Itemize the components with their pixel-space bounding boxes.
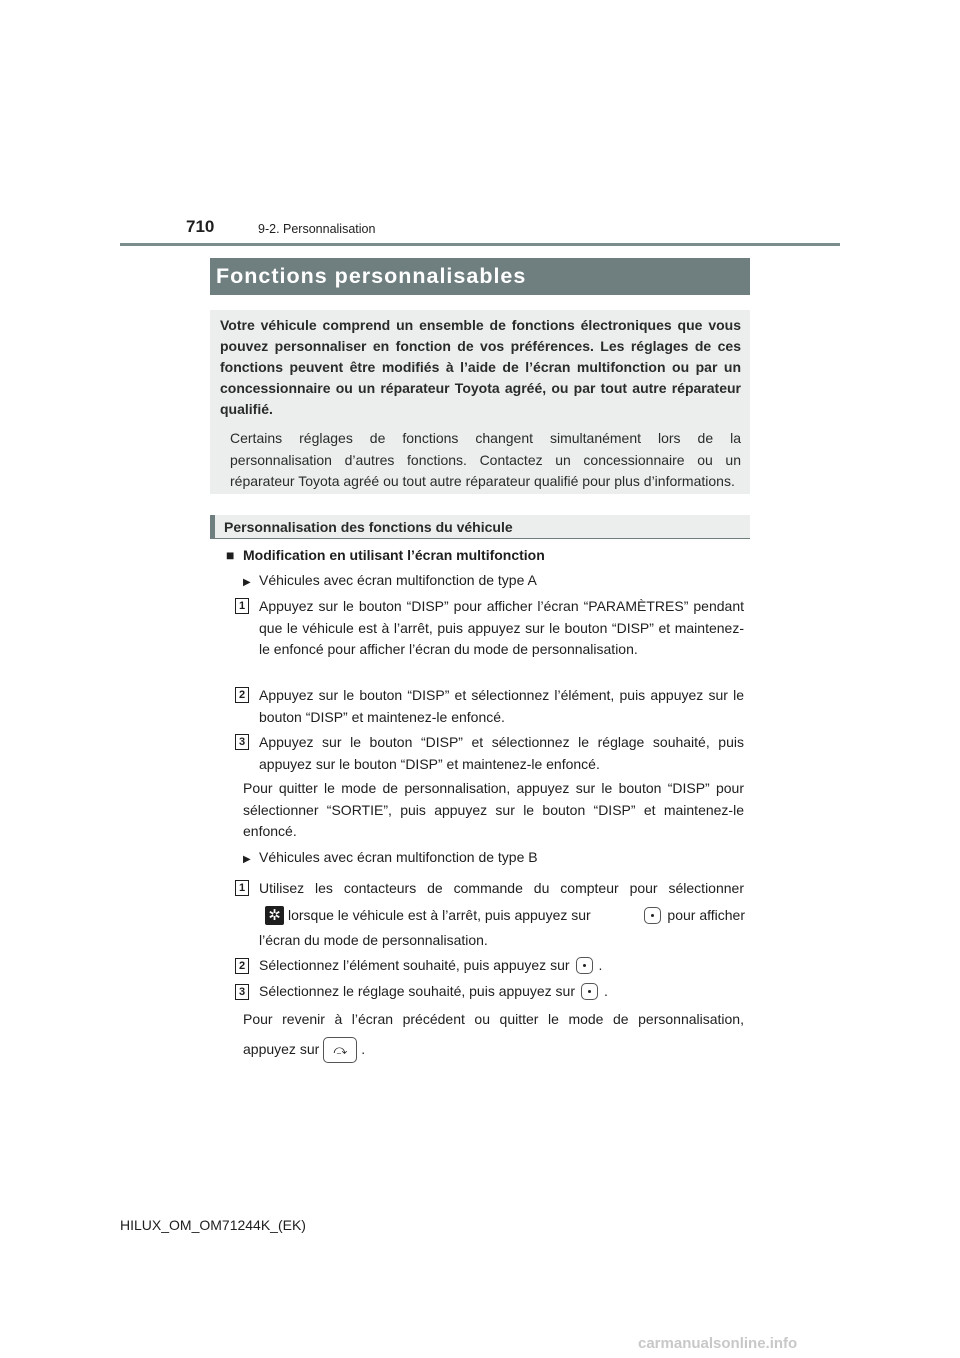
step-text: Appuyez sur le bouton “DISP” et sélectionnez l’élément, puis appuyez sur le bouton “DISP” et maintenez-le enfoncé. [259, 687, 744, 725]
step-number: 3 [235, 734, 249, 750]
back-arrow-icon: ⤼ [323, 1037, 357, 1063]
step-text: Utilisez les contacteurs de commande du compteur pour sélectionner [259, 880, 744, 896]
step-text-end: . [598, 957, 603, 973]
step-number: 2 [235, 687, 249, 703]
step-text: Sélectionnez l’élément souhaité, puis appuyez sur [259, 957, 570, 973]
step-number: 1 [235, 880, 249, 896]
step-text: pour afficher [667, 907, 745, 923]
step-number: 1 [235, 598, 249, 614]
header-divider [120, 243, 840, 246]
intro-box [210, 310, 750, 494]
back-note: Pour revenir à l’écran précédent ou quitter le mode de personnalisation, [243, 1011, 744, 1027]
step-text: lorsque le véhicule est à l’arrêt, puis appuyez sur [288, 907, 591, 923]
step-text: Appuyez sur le bouton “DISP” et sélectionnez le réglage souhaité, puis appuyez sur le bouton “DISP” et maintenez-le enfoncé. [259, 734, 744, 772]
intro-text: Votre véhicule comprend un ensemble de fonctions électroniques que vous pouvez personnaliser en fonction de vos préférences. Les réglages de ces fonctions peuvent être modifiés à l’aide de l’écran multifonction ou par un concessionnaire ou un réparateur Toyota agréé, ou par tout autre réparateur qualifié. [220, 317, 741, 417]
step-text-segment [265, 905, 591, 927]
back-note-line [243, 1037, 365, 1063]
back-note-end: . [361, 1041, 366, 1058]
subsection-header: Personnalisation des fonctions du véhicule [210, 515, 750, 539]
section-heading: Modification en utilisant l’écran multifonction [243, 547, 545, 563]
step-text-line [265, 905, 745, 927]
page-number: 710 [186, 217, 215, 236]
watermark: carmanualsonline.info [638, 1335, 798, 1352]
step-text: Appuyez sur le bouton “DISP” pour afficher l’écran “PARAMÈTRES” pendant que le véhicule est à l’arrêt, puis appuyez sur le bouton “DISP” et maintenez-le enfoncé pour afficher l’écran du mode de personnalisation. [259, 598, 744, 657]
ok-button-icon [581, 983, 598, 1000]
step-text-line [259, 981, 608, 1003]
section-label: 9-2. Personnalisation [258, 222, 376, 236]
step-text: Sélectionnez le réglage souhaité, puis appuyez sur [259, 983, 575, 999]
step-text: l’écran du mode de personnalisation. [259, 932, 488, 948]
exit-note: Pour quitter le mode de personnalisation, appuyez sur le bouton “DISP” pour sélectionner “SORTIE”, puis appuyez sur le bouton “DISP” et maintenez-le enfoncé. [243, 780, 744, 839]
square-bullet-icon: ■ [226, 547, 235, 563]
back-note-text: appuyez sur [243, 1041, 320, 1058]
gear-icon: ✲ [265, 906, 284, 925]
type-b-heading: Véhicules avec écran multifonction de type B [259, 849, 538, 865]
document-code: HILUX_OM_OM71244K_(EK) [120, 1217, 306, 1233]
step-text-segment [638, 905, 745, 927]
ok-button-icon [644, 907, 661, 924]
step-text-line [259, 955, 602, 977]
intro-note: Certains réglages de fonctions changent simultanément lors de la personnalisation d’autres fonctions. Contactez un concessionnaire ou un réparateur Toyota agréé ou tout autre réparateur qualifié pour plus d’informations. [230, 430, 741, 489]
step-number: 2 [235, 958, 249, 974]
type-a-heading: Véhicules avec écran multifonction de type A [259, 572, 537, 588]
step-text-end: . [603, 983, 608, 999]
step-number: 3 [235, 984, 249, 1000]
triangle-bullet-icon: ▶ [243, 854, 251, 865]
ok-button-icon [576, 957, 593, 974]
page-title: Fonctions personnalisables [210, 258, 750, 295]
triangle-bullet-icon: ▶ [243, 577, 251, 588]
